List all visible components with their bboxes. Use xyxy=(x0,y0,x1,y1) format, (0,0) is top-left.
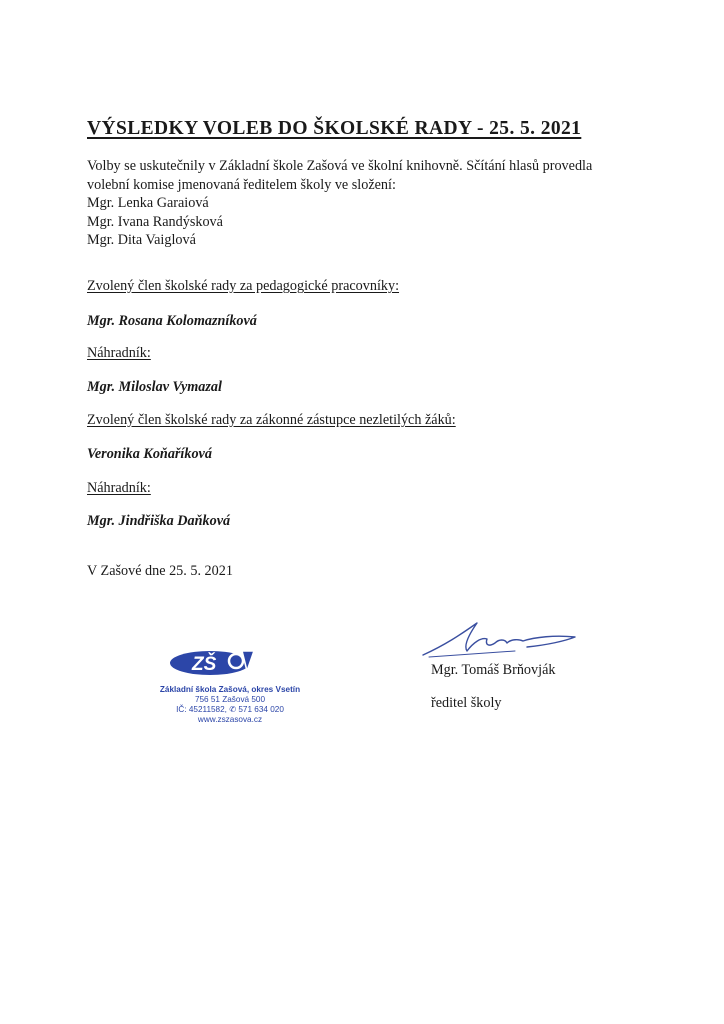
parent-member-name: Veronika Koňaříková xyxy=(87,446,212,462)
teacher-member-name: Mgr. Rosana Kolomazníková xyxy=(87,313,257,329)
intro-line: Volby se uskutečnily v Základní škole Zašová ve školní knihovně. Sčítání hlasů provedla xyxy=(87,158,593,174)
parent-substitute-name: Mgr. Jindřiška Daňková xyxy=(87,513,231,529)
parents-section-heading: Zvolený člen školské rady za zákonné zástupce nezletilých žáků: xyxy=(87,412,456,428)
handwritten-signature-icon xyxy=(415,615,585,665)
commission-member: Mgr. Lenka Garaiová xyxy=(87,195,209,211)
stamp-website: www.zszasova.cz xyxy=(197,715,263,724)
stamp-address: 756 51 Zašová 500 xyxy=(194,695,266,704)
commission-member: Mgr. Dita Vaiglová xyxy=(87,232,196,248)
substitute-label: Náhradník: xyxy=(87,345,151,361)
intro-line: volební komise jmenovaná ředitelem školy ve složení: xyxy=(87,176,396,193)
school-stamp-text xyxy=(135,685,325,725)
stamp-logo-text: ZŠ xyxy=(192,654,217,675)
place-and-date: V Zašové dne 25. 5. 2021 xyxy=(87,563,233,579)
signer-role: ředitel školy xyxy=(431,695,502,711)
signer-name: Mgr. Tomáš Brňovják xyxy=(431,662,556,678)
stamp-contact: IČ: 45211582, ✆ 571 634 020 xyxy=(176,705,284,714)
teacher-substitute-name: Mgr. Miloslav Vymazal xyxy=(87,379,222,395)
document-title: VÝSLEDKY VOLEB DO ŠKOLSKÉ RADY - 25. 5. 2021 xyxy=(87,118,582,139)
stamp-school-name: Základní škola Zašová, okres Vsetín xyxy=(159,685,301,694)
substitute-label: Náhradník: xyxy=(87,480,151,496)
teachers-section-heading: Zvolený člen školské rady za pedagogické pracovníky: xyxy=(87,278,400,294)
intro-paragraph xyxy=(87,157,647,250)
commission-member: Mgr. Ivana Randýsková xyxy=(87,213,223,230)
